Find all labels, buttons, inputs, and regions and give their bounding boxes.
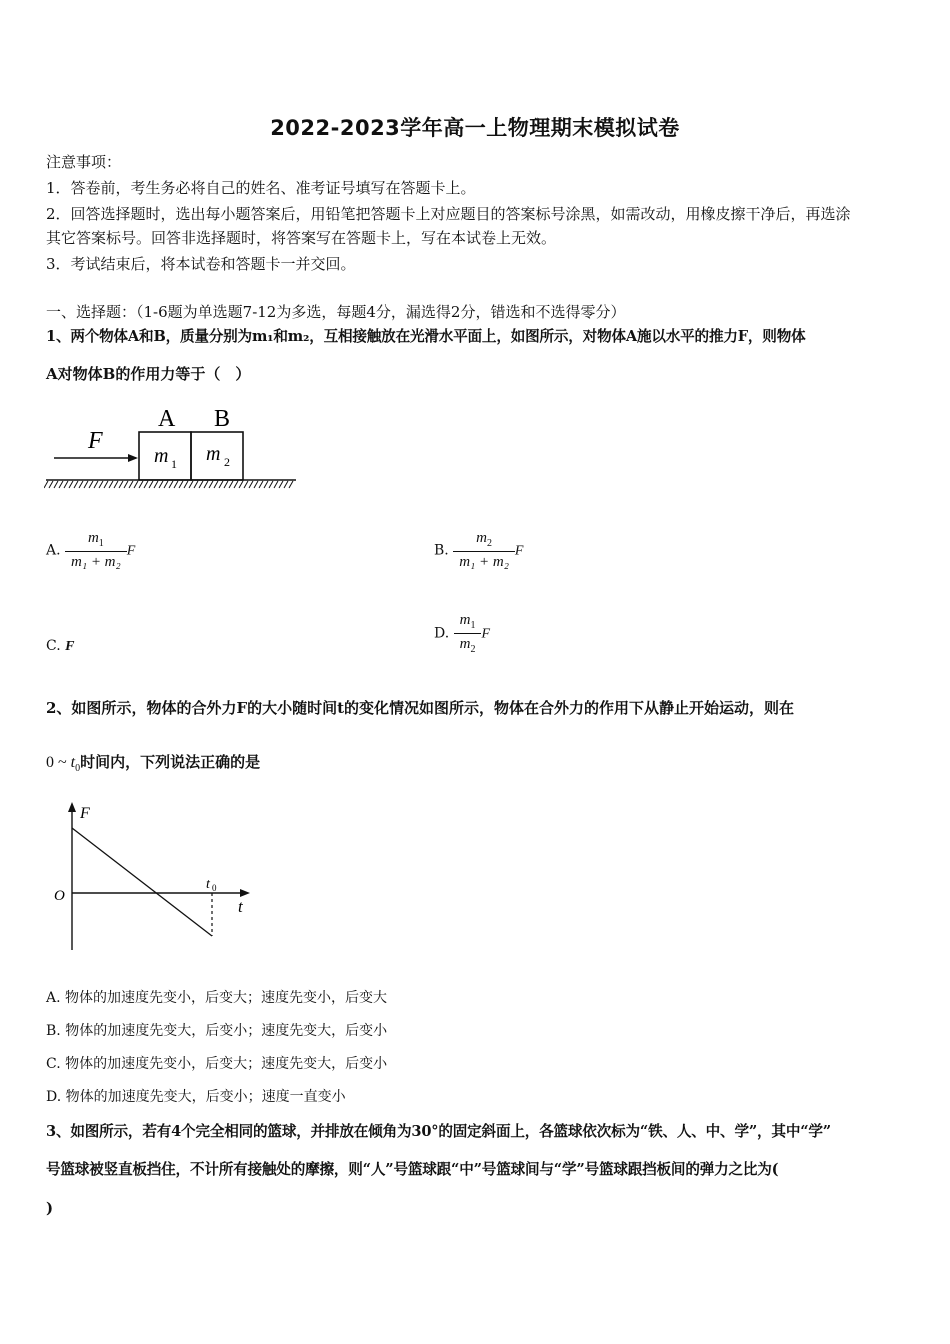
hatch-mark [64,481,68,488]
hatch-mark [114,481,118,488]
notice-item-3: 3．考试结束后，将本试卷和答题卡一并交回。 [46,255,356,273]
hatch-mark [164,481,168,488]
option-c-text: F [65,639,75,654]
hatch-mark [204,481,208,488]
force-arrow-head [128,454,138,462]
hatch-mark [179,481,183,488]
hatch-mark [169,481,173,488]
hatch-mark [144,481,148,488]
hatch-mark [94,481,98,488]
hatch-mark [49,481,53,488]
hatch-mark [149,481,153,488]
option-a-label: A. [46,542,61,559]
q2-option-c[interactable]: C. 物体的加速度先变小，后变大；速度先变大，后变小 [46,1056,388,1072]
q1-option-a[interactable] [46,530,135,571]
q2-option-a[interactable]: A. 物体的加速度先变小，后变大；速度先变小，后变大 [46,990,388,1006]
hatch-mark [124,481,128,488]
q1-option-d[interactable] [434,612,490,655]
hatch-mark [194,481,198,488]
force-label: F [88,428,103,454]
q3-stem-line1: 3、如图所示，若有4个完全相同的篮球，并排放在倾角为30°的固定斜面上，各篮球依次标为“铁、人、中、学”，其中“学” [46,1123,831,1140]
hatch-mark [129,481,133,488]
hatch-mark [174,481,178,488]
hatch-mark [159,481,163,488]
hatch-mark [79,481,83,488]
q1-option-c[interactable] [46,638,74,655]
block-b-mass: m [206,443,221,465]
option-b-tail: F [514,543,524,559]
hatch-mark [99,481,103,488]
q2-force-time-graph [48,800,258,956]
x-axis-label: t [238,897,243,916]
option-d-fraction: $\frac{m_1}{m_2}$ [454,612,482,655]
hatch-mark [44,481,48,488]
option-b-fraction: $\frac{m_2}{\text{m₁ + m₂}}$ [453,530,515,571]
hatch-mark [54,481,58,488]
hatch-mark [264,481,268,488]
x-axis-arrow [240,889,250,897]
hatch-mark [234,481,238,488]
q1-stem-line1: 1、两个物体A和B，质量分别为m₁和m₂，互相接触放在光滑水平面上，如图所示，对物体A施以水平的推力F，则物体 [46,328,806,345]
notice-item-1: 1．答卷前，考生务必将自己的姓名、准考证号填写在答题卡上。 [46,179,476,197]
q2-stem-line2: 0 ~ $t_0$时间内，下列说法正确的是 [46,753,261,775]
q2-range: 0 ~ $t_0$ [46,754,81,775]
ground-hatch [44,481,293,488]
q2-stem-line1: 2、如图所示，物体的合外力F的大小随时间t的变化情况如图所示，物体在合外力的作用下从静止开始运动，则在 [46,699,795,717]
q2-option-d[interactable]: D. 物体的加速度先变大，后变小；速度一直变小 [46,1089,346,1105]
section-heading: 一、选择题：（1-6题为单选题7-12为多选，每题4分，漏选得2分，错选和不选得零分） [46,303,626,321]
block-a-label: A [158,406,176,432]
hatch-mark [134,481,138,488]
option-b-label: B. [434,542,449,559]
y-axis-label: F [80,805,90,822]
hatch-mark [154,481,158,488]
hatch-mark [119,481,123,488]
hatch-mark [249,481,253,488]
hatch-mark [84,481,88,488]
option-c-label: C. [46,638,61,654]
hatch-mark [184,481,188,488]
force-line [72,828,212,936]
q3-stem-line3: ) [46,1199,54,1217]
q3-stem-line2: 号篮球被竖直板挡住，不计所有接触处的摩擦，则“人”号篮球跟“中”号篮球间与“学”号篮球跟挡板间的弹力之比为( [46,1161,779,1178]
hatch-mark [89,481,93,488]
hatch-mark [259,481,263,488]
q2-option-b[interactable]: B. 物体的加速度先变大，后变小；速度先变大，后变小 [46,1023,388,1039]
hatch-mark [239,481,243,488]
hatch-mark [279,481,283,488]
block-b-mass-sub: 2 [224,455,230,469]
notice-item-2: 2．回答选择题时，选出每小题答案后，用铅笔把答题卡上对应题目的答案标号涂黑，如需改动，用橡皮擦干净后，再选涂 [46,205,851,223]
hatch-mark [214,481,218,488]
option-a-fraction: $\frac{m_1}{\text{m₁ + m₂}}$ [65,530,127,571]
hatch-mark [59,481,63,488]
t0-label-sub: 0 [212,883,217,893]
option-d-label: D. [434,625,450,642]
block-a-mass-sub: 1 [171,457,177,471]
hatch-mark [289,481,293,488]
option-a-tail: F [126,543,136,559]
origin-label: O [54,888,65,904]
block-b-label: B [214,406,231,432]
hatch-mark [109,481,113,488]
t0-label: t [206,877,210,892]
q1-blocks-diagram [44,400,300,492]
hatch-mark [69,481,73,488]
hatch-mark [74,481,78,488]
hatch-mark [244,481,248,488]
hatch-mark [104,481,108,488]
hatch-mark [269,481,273,488]
hatch-mark [224,481,228,488]
q1-stem-line2: A对物体B的作用力等于（ ） [46,365,251,383]
hatch-mark [209,481,213,488]
q1-option-b[interactable] [434,530,523,571]
page-title: 2022-2023学年高一上物理期末模拟试卷 [270,116,680,140]
block-a-mass: m [154,445,169,467]
hatch-mark [274,481,278,488]
y-axis-arrow [68,802,76,812]
option-d-tail: F [481,626,491,642]
hatch-mark [219,481,223,488]
hatch-mark [229,481,233,488]
hatch-mark [199,481,203,488]
hatch-mark [284,481,288,488]
notice-heading: 注意事项： [46,153,122,171]
hatch-mark [254,481,258,488]
notice-item-2-cont: 其它答案标号。回答非选择题时，将答案写在答题卡上，写在本试卷上无效。 [46,229,557,247]
hatch-mark [139,481,143,488]
hatch-mark [189,481,193,488]
